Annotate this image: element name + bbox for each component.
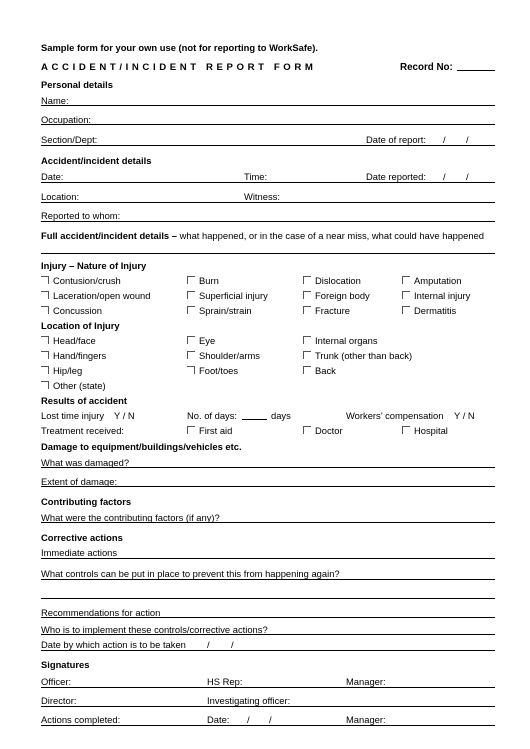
checkbox-label: Hand/fingers [53,350,107,361]
director-label: Director: [41,695,77,706]
checkbox-label: Dislocation [315,275,361,286]
location-witness-field[interactable] [41,202,495,203]
checkbox-label: Foreign body [315,290,370,301]
date-slash: / [207,639,210,650]
officer-label: Officer: [41,676,72,687]
checkbox-icon[interactable] [402,426,410,434]
date-slash: / [443,171,446,182]
signatures-heading: Signatures [41,659,90,670]
checkbox-icon[interactable] [41,276,49,284]
contributing-field[interactable] [41,522,495,523]
personal-heading: Personal details [41,79,113,90]
time-label: Time: [244,171,268,182]
recommendations-field[interactable] [41,617,495,618]
damage-what-label: What was damaged? [41,457,130,468]
checkbox-icon[interactable] [303,336,311,344]
checkbox-icon[interactable] [41,336,49,344]
investigating-officer-label: Investigating officer: [207,695,291,706]
who-implements-label: Who is to implement these controls/corrective actions? [41,624,268,635]
checkbox-label: Superficial injury [199,290,268,301]
corrective-heading: Corrective actions [41,532,123,543]
manager-label: Manager: [346,676,386,687]
checkbox-icon[interactable] [41,306,49,314]
checkbox-foot[interactable] [187,365,238,376]
checkbox-fracture[interactable] [303,305,350,316]
accident-heading: Accident/incident details [41,155,152,166]
controls-question: What controls can be put in place to prevent this from happening again? [41,568,340,579]
checkbox-doctor[interactable] [303,425,343,436]
checkbox-label: Eye [199,335,216,346]
manager-label-2: Manager: [346,714,386,725]
reported-to-field[interactable] [41,221,495,222]
days-field[interactable] [242,410,267,420]
checkbox-burn[interactable] [187,275,219,286]
section-field[interactable] [41,145,495,146]
checkbox-icon[interactable] [41,381,49,389]
recommendations-label: Recommendations for action [41,607,161,618]
actions-completed-field[interactable] [41,725,495,726]
checkbox-other[interactable] [41,380,106,391]
checkbox-icon[interactable] [303,351,311,359]
checkbox-concussion[interactable] [41,305,102,316]
director-sign-field[interactable] [41,706,495,707]
controls-field[interactable] [41,579,495,580]
checkbox-label: Internal organs [315,335,378,346]
checkbox-label: Hip/leg [53,365,83,376]
checkbox-label: Contusion/crush [53,275,121,286]
record-no-label: Record No: [400,62,453,73]
hs-rep-label: HS Rep: [207,676,243,687]
full-details-rest: what happened, or in the case of a near miss, what could have happened [176,230,484,241]
checkbox-icon[interactable] [303,291,311,299]
checkbox-trunk[interactable] [303,350,412,361]
checkbox-icon[interactable] [41,351,49,359]
date-of-report-label: Date of report: [366,134,426,145]
checkbox-label: Burn [199,275,219,286]
date-slash: / [247,714,250,725]
checkbox-internal-organs[interactable] [303,335,378,346]
checkbox-dermatitis[interactable] [402,305,456,316]
damage-extent-label: Extent of damage: [41,476,118,487]
date-time-field[interactable] [41,182,495,183]
workers-comp-yn[interactable]: Y / N [454,410,475,421]
checkbox-contusion[interactable] [41,275,121,286]
checkbox-hip[interactable] [41,365,82,376]
reported-to-label: Reported to whom: [41,210,121,221]
record-no-field[interactable] [457,70,495,71]
witness-label: Witness: [244,191,280,202]
date-reported-label: Date reported: [366,171,426,182]
checkbox-icon[interactable] [41,291,49,299]
injury-heading: Injury – Nature of Injury [41,260,147,271]
checkbox-label: Head/face [53,335,96,346]
checkbox-shoulder[interactable] [187,350,260,361]
checkbox-label: Shoulder/arms [199,350,260,361]
checkbox-icon[interactable] [303,426,311,434]
checkbox-icon[interactable] [187,351,195,359]
date-slash: / [443,134,446,145]
checkbox-icon[interactable] [187,426,195,434]
checkbox-label: Hospital [414,425,448,436]
checkbox-icon[interactable] [187,366,195,374]
date-slash: / [231,639,234,650]
checkbox-label: Amputation [414,275,462,286]
name-label: Name: [41,95,69,106]
checkbox-label: Fracture [315,305,350,316]
checkbox-eye[interactable] [187,335,215,346]
checkbox-icon[interactable] [187,291,195,299]
checkbox-first-aid[interactable] [187,425,232,436]
occupation-label: Occupation: [41,114,92,125]
checkbox-label: Concussion [53,305,102,316]
damage-what-field[interactable] [41,467,495,468]
checkbox-icon[interactable] [402,306,410,314]
checkbox-label: Sprain/strain [199,305,252,316]
checkbox-label: Dermatitis [414,305,457,316]
date-slash: / [466,171,469,182]
damage-extent-field[interactable] [41,486,495,487]
date-slash: / [269,714,272,725]
immediate-actions-label: Immediate actions [41,547,118,558]
checkbox-superficial[interactable] [187,290,268,301]
results-heading: Results of accident [41,395,127,406]
checkbox-dislocation[interactable] [303,275,361,286]
who-implements-field[interactable] [41,634,495,635]
checkbox-label: Other (state) [53,380,106,391]
controls-field-2[interactable] [41,598,495,599]
checkbox-internal-injury[interactable] [402,290,470,301]
damage-heading: Damage to equipment/buildings/vehicles etc. [41,441,242,452]
checkbox-label: Foot/toes [199,365,239,376]
section-label: Section/Dept: [41,134,98,145]
checkbox-back[interactable] [303,365,336,376]
date-by-label: Date by which action is to be taken [41,639,186,650]
checkbox-label: First aid [199,425,233,436]
checkbox-label: Laceration/open wound [53,290,151,301]
date-label: Date: [41,171,64,182]
date-by-field[interactable] [41,650,495,651]
form-note: Sample form for your own use (not for reporting to WorkSafe). [41,42,318,53]
actions-completed-label: Actions completed: [41,714,121,725]
checkbox-icon[interactable] [303,306,311,314]
checkbox-icon[interactable] [187,306,195,314]
checkbox-icon[interactable] [402,276,410,284]
checkbox-head[interactable] [41,335,96,346]
checkbox-foreign-body[interactable] [303,290,370,301]
date-slash: / [466,134,469,145]
occupation-field[interactable] [41,124,495,125]
form-title: ACCIDENT/INCIDENT REPORT FORM [41,62,317,73]
contributing-question: What were the contributing factors (if any)? [41,512,220,523]
checkbox-icon[interactable] [41,366,49,374]
checkbox-icon[interactable] [303,276,311,284]
immediate-actions-field[interactable] [41,558,495,559]
location-label: Location: [41,191,80,202]
sign-date-label: Date: [207,714,230,725]
full-details-label [41,230,484,241]
full-details-field[interactable] [41,253,495,254]
checkbox-icon[interactable] [303,366,311,374]
checkbox-sprain[interactable] [187,305,252,316]
location-heading: Location of Injury [41,320,120,331]
checkbox-amputation[interactable] [402,275,461,286]
treatment-label: Treatment received: [41,425,125,436]
checkbox-hospital[interactable] [402,425,448,436]
checkbox-icon[interactable] [402,291,410,299]
workers-comp-label: Workers’ compensation [346,410,444,421]
lost-time-label: Lost time injury [41,410,105,421]
checkbox-laceration[interactable] [41,290,150,301]
full-details-bold: Full accident/incident details – [41,230,177,241]
days-label: No. of days: [187,410,238,421]
checkbox-label: Trunk (other than back) [315,350,413,361]
name-field[interactable] [41,105,495,106]
checkbox-hand[interactable] [41,350,106,361]
checkbox-label: Back [315,365,336,376]
lost-time-yn[interactable]: Y / N [114,410,135,421]
officer-sign-field[interactable] [41,687,495,688]
days-unit: days [271,410,291,421]
checkbox-icon[interactable] [187,276,195,284]
checkbox-label: Doctor [315,425,343,436]
checkbox-icon[interactable] [187,336,195,344]
checkbox-label: Internal injury [414,290,471,301]
contributing-heading: Contributing factors [41,496,132,507]
